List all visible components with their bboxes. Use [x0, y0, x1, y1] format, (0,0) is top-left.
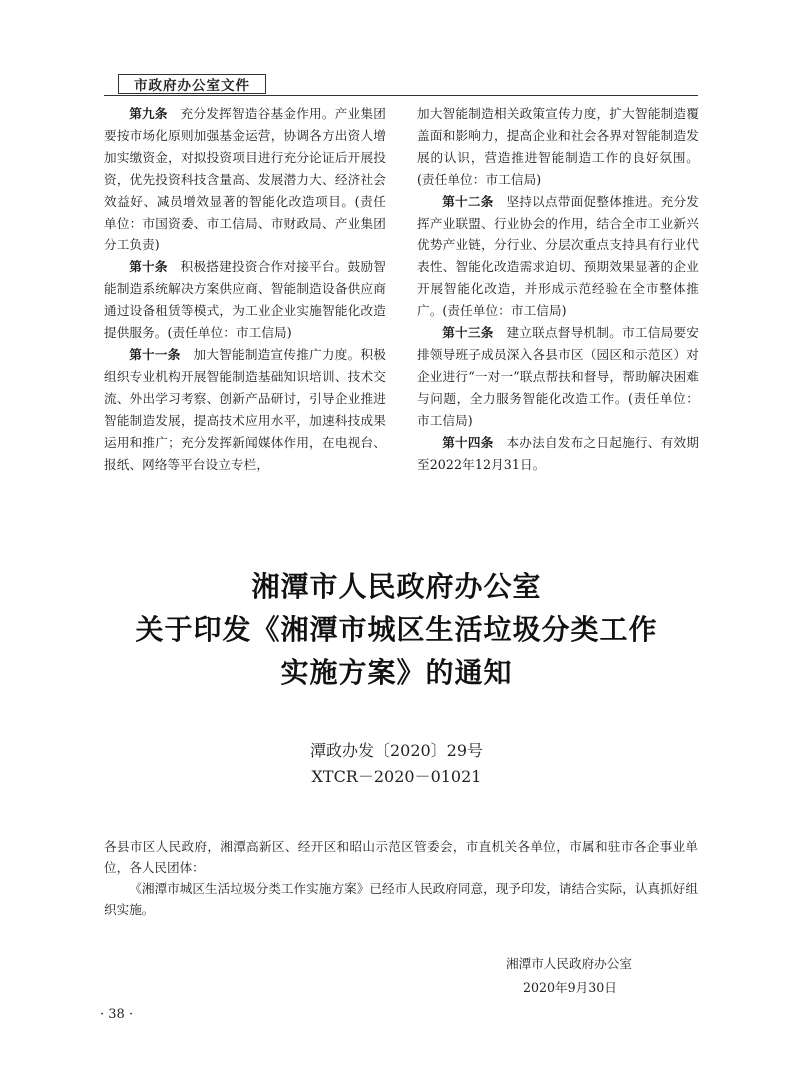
article-10-heading: 第十条 [129, 259, 168, 275]
signoff-block [506, 952, 632, 1000]
issue-date: 2020年9月30日 [523, 980, 617, 995]
article-11-heading: 第十一条 [129, 346, 181, 362]
article-10 [104, 256, 386, 344]
document-number: 潭政办发〔2020〕29号 [309, 741, 484, 760]
header-divider [104, 95, 698, 96]
notice-title-line-3: 实施方案》的通知 [280, 656, 513, 689]
article-10-text: 积极搭建投资合作对接平台。鼓励智能制造系统解决方案供应商、智能制造设备供应商通过设备租赁等模式，为工业企业实施智能化改造提供服务。(责任单位：市工信局) [104, 259, 386, 341]
article-9-heading: 第九条 [129, 106, 168, 121]
article-9-text: 充分发挥智造谷基金作用。产业集团要按市场化原则加强基金运营，协调各方出资人增加实缴资金，对拟投资项目进行充分论证后开展投资，优先投资科技含量高、发展潜力大、经济社会效益好、减员增效显著的智能化改造项目。(责任单位：市国资委、市工信局、市财政局、产业集团分工负责) [104, 106, 386, 253]
article-12 [417, 191, 699, 322]
article-12-text: 坚持以点带面促整体推进。充分发挥产业联盟、行业协会的作用，结合全市工业新兴优势产业链，分行业、分层次重点支持具有行业代表性、智能化改造需求迫切、预期效果显著的企业开展智能化改造，并形成示范经验在全市整体推广。(责任单位：市工信局) [417, 193, 699, 319]
article-13-heading: 第十三条 [442, 325, 494, 341]
right-text-column [417, 103, 699, 475]
section-label: 市政府办公室文件 [134, 78, 250, 94]
notice-title [0, 565, 793, 694]
article-12-heading: 第十二条 [442, 193, 494, 209]
article-14-heading: 第十四条 [442, 434, 494, 450]
document-code: XTCR－2020－01021 [311, 767, 482, 786]
article-14 [417, 432, 699, 476]
notice-title-line-2: 关于印发《湘潭市城区生活垃圾分类工作 [135, 613, 658, 646]
notice-content: 《湘潭市城区生活垃圾分类工作实施方案》已经市人民政府同意，现予印发，请结合实际，认真抓好组织实施。 [104, 881, 698, 917]
section-label-box [118, 74, 266, 94]
page-number: · 38 · [100, 1007, 134, 1022]
article-13-text: 建立联点督导机制。市工信局要安排领导班子成员深入各县市区（园区和示范区）对企业进行“一对一”联点帮扶和督导，帮助解决困难与问题，全力服务智能化改造工作。(责任单位：市工信局) [417, 325, 699, 428]
notice-title-line-1: 湘潭市人民政府办公室 [251, 570, 542, 603]
article-13 [417, 322, 699, 432]
article-11-continued: 加大智能制造相关政策宣传力度，扩大智能制造覆盖面和影响力，提高企业和社会各界对智能制造发展的认识，营造推进智能制造工作的良好氛围。(责任单位：市工信局) [417, 106, 699, 187]
article-9 [104, 103, 386, 256]
notice-recipients: 各县市区人民政府，湘潭高新区、经开区和昭山示范区管委会，市直机关各单位，市属和驻市各企事业单位，各人民团体： [104, 839, 698, 875]
document-number-block [0, 738, 793, 790]
notice-body [104, 836, 698, 920]
left-text-column [104, 103, 386, 475]
issuer: 湘潭市人民政府办公室 [506, 956, 632, 971]
article-11 [104, 344, 386, 475]
article-14-text: 本办法自发布之日起施行、有效期至2022年12月31日。 [417, 434, 699, 472]
article-11-text: 加大智能制造宣传推广力度。积极组织专业机构开展智能制造基础知识培训、技术交流、外出学习考察、创新产品研讨，引导企业推进智能制造发展，提高技术应用水平，加速科技成果运用和推广；充分发挥新闻媒体作用，在电视台、报纸、网络等平台设立专栏， [104, 346, 386, 472]
